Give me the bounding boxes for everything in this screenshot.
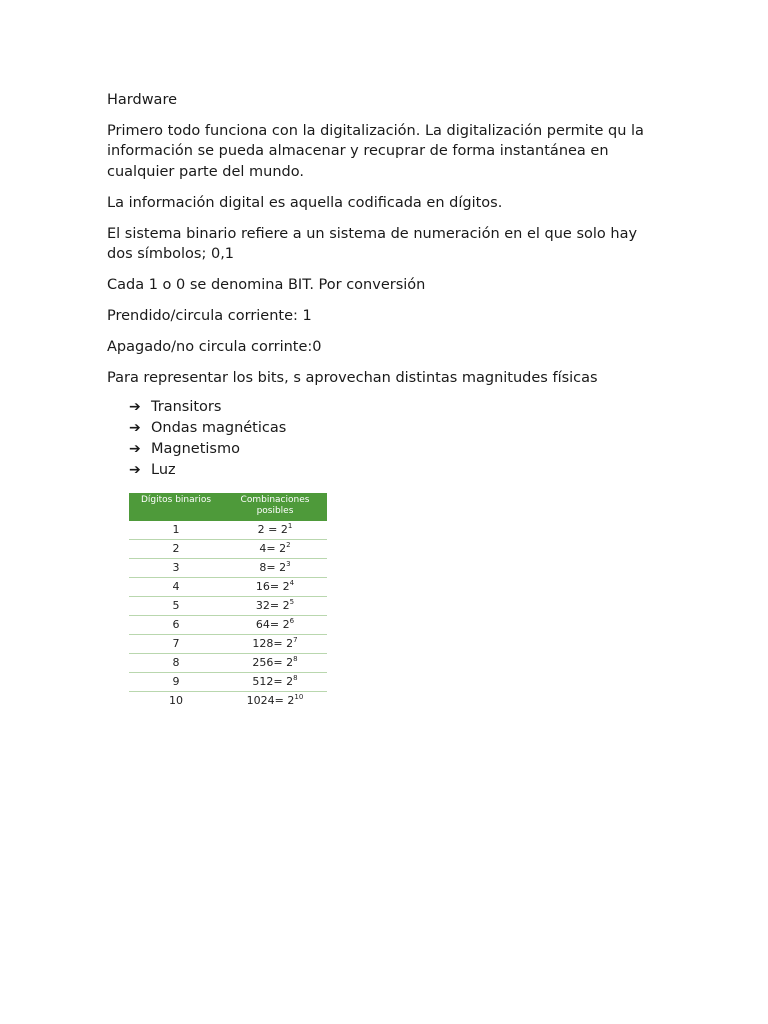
table-row [129,653,327,672]
combination-exponent: 3 [286,559,291,568]
combination-value: 512= 2 [252,674,294,688]
combination-value: 64= 2 [255,617,290,631]
list-item-label: Transitors [151,398,222,415]
combination-exponent: 5 [289,597,295,606]
list-item-label: Magnetismo [151,440,240,457]
cell-digits: 9 [129,672,223,691]
cell-combinations [223,672,327,691]
combination-value: 4= 2 [259,541,287,555]
list-item [129,460,667,481]
header-digits: Dígitos binarios [129,493,223,521]
combination-exponent: 4 [289,578,295,587]
table-row [129,558,327,577]
right-arrow-icon: ➔ [129,398,141,415]
combination-value: 128= 2 [252,636,294,650]
table-row [129,521,327,540]
cell-combinations [223,558,327,577]
combination-exponent: 1 [287,521,293,530]
paragraph-informacion-digital: La información digital es aquella codificada en dígitos. [107,194,503,211]
table-row [129,691,327,710]
list-item [129,397,667,418]
table-row [129,672,327,691]
bullet-list [129,397,667,481]
cell-combinations [223,596,327,615]
cell-combinations [223,653,327,672]
combination-exponent: 2 [286,540,291,549]
table-header-row [129,493,327,521]
cell-digits: 1 [129,521,223,540]
combination-value: 32= 2 [255,598,290,612]
cell-digits: 4 [129,577,223,596]
combination-value: 16= 2 [255,579,290,593]
table-row [129,596,327,615]
list-item-label: Ondas magnéticas [151,419,287,436]
list-item [129,418,667,439]
cell-digits: 8 [129,653,223,672]
table-row [129,577,327,596]
paragraph-prendido: Prendido/circula corriente: 1 [107,308,312,324]
table-body [129,521,327,710]
combination-exponent: 10 [294,692,304,701]
binary-combinations-table [129,493,327,710]
cell-digits: 6 [129,615,223,634]
binary-combinations-table-image [129,493,327,710]
paragraph-digitalizacion: Primero todo funciona con la digitalización. La digitalización permite qu la información se pueda almacenar y recuprar de forma instantánea en cualquier parte del mundo. [107,122,644,180]
combination-value: 256= 2 [252,655,294,669]
cell-combinations [223,577,327,596]
list-item [129,439,667,460]
table-row [129,539,327,558]
document-title: Hardware [107,92,178,108]
header-combinations: Combinaciones posibles [223,493,327,521]
cell-digits: 7 [129,634,223,653]
cell-combinations [223,615,327,634]
right-arrow-icon: ➔ [129,461,141,478]
right-arrow-icon: ➔ [129,419,141,436]
combination-exponent: 7 [293,635,298,644]
cell-combinations [223,521,327,540]
paragraph-bit: Cada 1 o 0 se denomina BIT. Por conversión [107,277,426,293]
paragraph-magnitudes: Para representar los bits, s aprovechan distintas magnitudes físicas [107,370,598,386]
combination-value: 1024= 2 [246,693,295,707]
combination-value: 2 = 2 [257,522,288,536]
combination-exponent: 8 [293,654,298,663]
combination-exponent: 8 [293,673,298,682]
paragraph-apagado: Apagado/no circula corrinte:0 [107,339,322,355]
cell-combinations [223,691,327,710]
table-row [129,634,327,653]
cell-digits: 3 [129,558,223,577]
paragraph-sistema-binario: El sistema binario refiere a un sistema de numeración en el que solo hay dos símbolos; 0,1 [107,225,638,262]
cell-combinations [223,634,327,653]
document-page [107,90,667,710]
cell-digits: 10 [169,693,183,707]
table-row [129,615,327,634]
cell-digits: 2 [129,539,223,558]
right-arrow-icon: ➔ [129,440,141,457]
combination-value: 8= 2 [259,560,287,574]
cell-combinations [223,539,327,558]
cell-digits: 5 [129,596,223,615]
list-item-label: Luz [151,461,176,478]
combination-exponent: 6 [289,616,295,625]
